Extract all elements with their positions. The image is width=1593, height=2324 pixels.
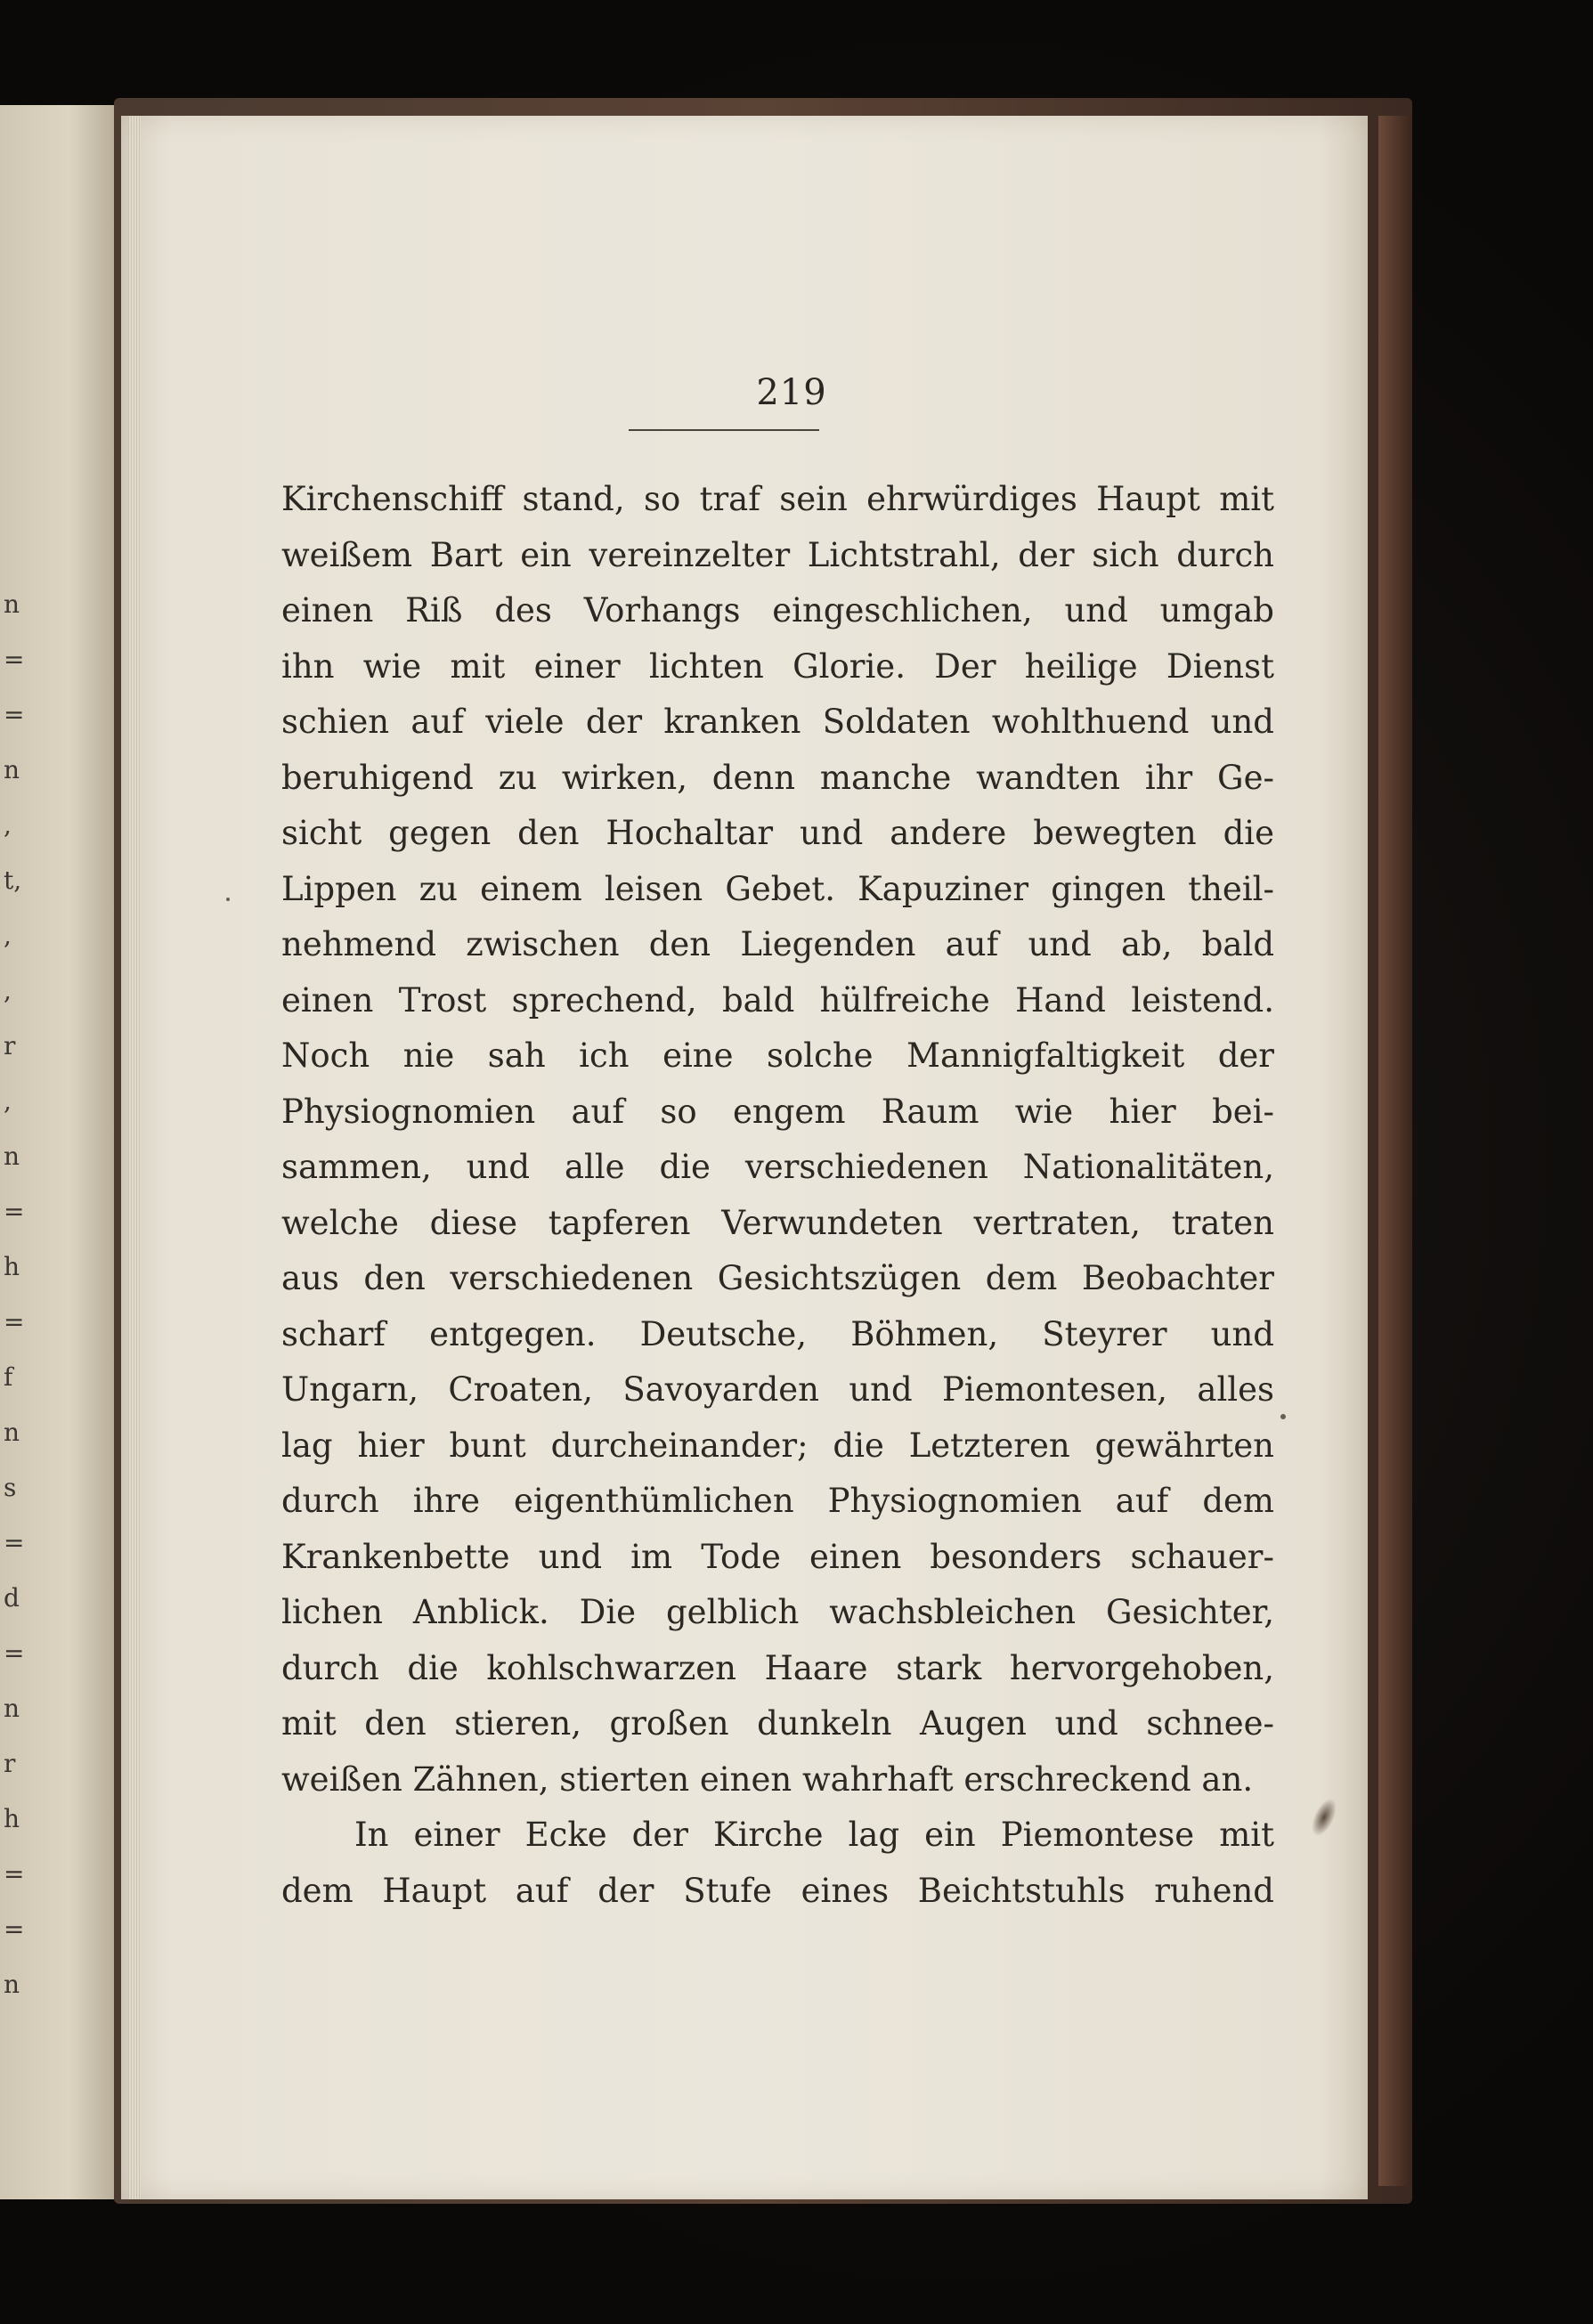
text-line: Noch nie sah ich eine solche Mannigfaltigkeit der — [281, 1036, 1274, 1075]
text-line: einen Riß des Vorhangs eingeschlichen, und umgab — [281, 591, 1274, 630]
text-line: Ungarn, Croaten, Savoyarden und Piemontesen, alles — [281, 1370, 1274, 1409]
text-line: Krankenbette und im Tode einen besonders schauer- — [281, 1537, 1274, 1576]
body-text — [281, 472, 1274, 1919]
page-gutter — [128, 116, 141, 2199]
text-line: ihn wie mit einer lichten Glorie. Der heilige Dienst — [281, 646, 1274, 686]
text-line: aus den verschiedenen Gesichtszügen dem Beobachter — [281, 1259, 1274, 1297]
previous-page-margin-text: n = = n , t, , , r , n = h = f n s = d = n r h = = n — [4, 589, 25, 1999]
header-rule — [629, 429, 819, 431]
text-line: durch die kohlschwarzen Haare stark hervorgehoben, — [281, 1648, 1274, 1687]
text-line: Physiognomien auf so engem Raum wie hier bei- — [281, 1092, 1274, 1131]
cover-edge — [1378, 116, 1412, 2186]
text-line: Kirchenschiff stand, so traf sein ehrwürdiges Haupt mit — [281, 480, 1274, 518]
paragraph-start-line: In einer Ecke der Kirche lag ein Piemontese mit — [354, 1816, 1274, 1854]
text-line: durch ihre eigenthümlichen Physiognomien auf dem — [281, 1482, 1274, 1520]
text-line: weißen Zähnen, stierten einen wahrhaft erschreckend an. — [281, 1759, 1254, 1799]
text-line: lag hier bunt durcheinander; die Letzteren gewährten — [281, 1426, 1274, 1465]
text-line: Lippen zu einem leisen Gebet. Kapuziner gingen theil- — [281, 869, 1274, 908]
ink-stain — [1306, 1795, 1341, 1841]
text-line: sicht gegen den Hochaltar und andere bewegten die — [281, 814, 1274, 852]
text-line: sammen, und alle die verschiedenen Nationalitäten, — [281, 1148, 1274, 1186]
text-line: beruhigend zu wirken, denn manche wandten ihr Ge- — [281, 758, 1274, 797]
previous-page-edge — [0, 105, 116, 2199]
text-line: weißem Bart ein vereinzelter Lichtstrahl, der sich durch — [281, 535, 1274, 574]
book-page — [121, 116, 1368, 2199]
text-line: welche diese tapferen Verwundeten vertraten, traten — [281, 1203, 1274, 1242]
text-line: einen Trost sprechend, bald hülfreiche Hand leistend. — [281, 980, 1274, 1020]
text-line: scharf entgegen. Deutsche, Böhmen, Steyrer und — [281, 1314, 1274, 1353]
text-line: mit den stieren, großen dunkeln Augen und schnee- — [281, 1704, 1274, 1743]
page-number: 219 — [756, 372, 827, 413]
paper-speck — [226, 898, 230, 901]
text-line: nehmend zwischen den Liegenden auf und ab, bald — [281, 925, 1274, 963]
text-line: dem Haupt auf der Stufe eines Beichtstuhls ruhend — [281, 1871, 1274, 1910]
paper-speck — [1280, 1414, 1286, 1419]
text-line: schien auf viele der kranken Soldaten wohlthuend und — [281, 703, 1274, 741]
text-line: lichen Anblick. Die gelblich wachsbleichen Gesichter, — [281, 1593, 1274, 1631]
